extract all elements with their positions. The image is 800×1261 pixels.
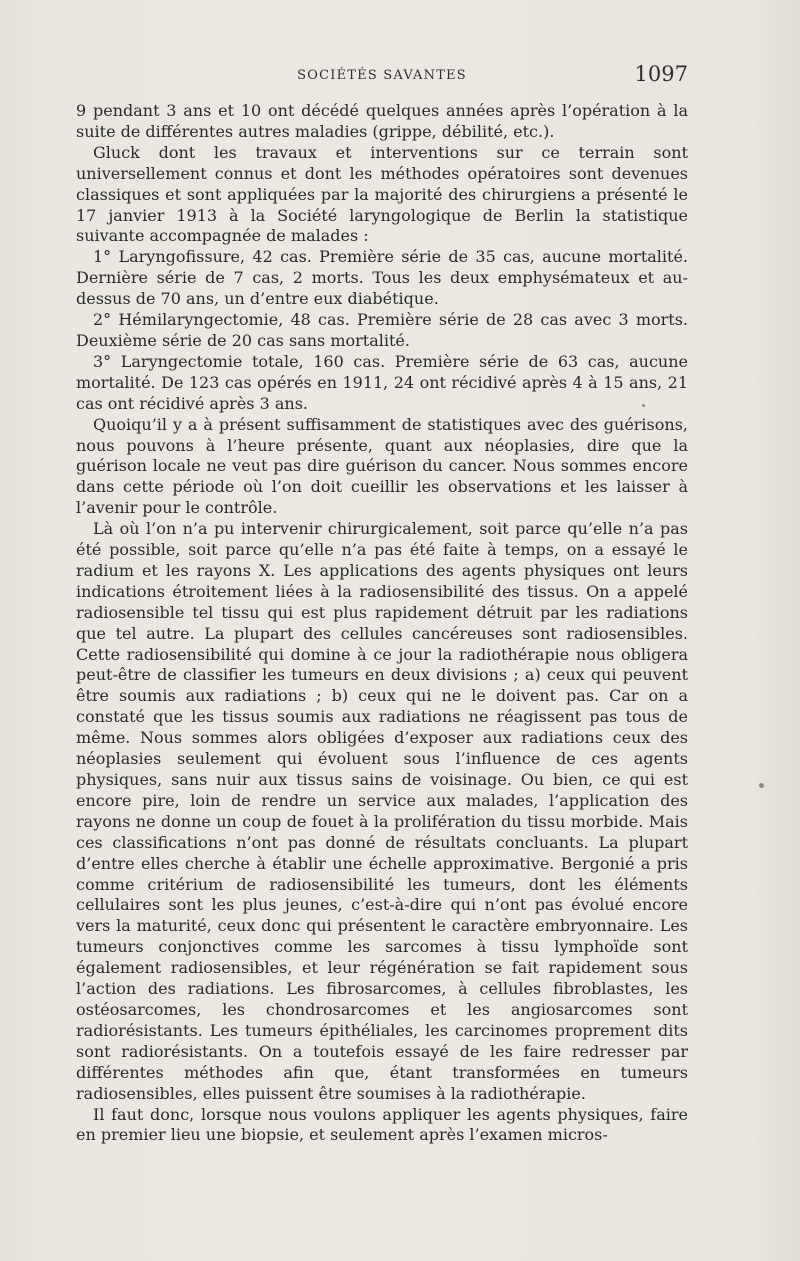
paragraph-statistiques: Quoiqu’il y a à présent suffisamment de statistiques avec des guérisons, nous pouvons à l’heure présente, quant aux néoplasies, dire que la guérison locale ne veut pas dire guérison du cancer. Nous sommes encore dans cette période où l’on doit cueillir les observations et les laisser à l’avenir pour le contrôle.: [76, 414, 688, 518]
paragraph-hemilaryngectomie: 2° Hémilaryngectomie, 48 cas. Première série de 28 cas avec 3 morts. Deuxième série de 20 cas sans mortalité.: [76, 310, 688, 350]
paragraph-biopsie: Il faut donc, lorsque nous voulons appliquer les agents physiques, faire en premier lieu une biopsie, et seulement après l’examen micros-: [76, 1104, 688, 1145]
paragraph-continuation: 9 pendant 3 ans et 10 ont décédé quelques années après l’opération à la suite de différentes autres maladies (grippe, débilité, etc.).: [76, 101, 688, 141]
article-body: [76, 101, 688, 1146]
scan-speck: [759, 783, 764, 788]
scan-speck: [642, 404, 645, 407]
running-title: SOCIÉTÉS SAVANTES: [297, 68, 467, 83]
paragraph-gluck: Gluck dont les travaux et interventions sur ce terrain sont universellement connus et dont les méthodes opératoires sont devenues classiques et sont appliquées par la majorité des chirurgiens a présenté le 17 janvier 1913 à la Société laryngologique de Berlin la statistique suivante accompagnée de malades :: [76, 142, 688, 246]
page-number: 1097: [634, 62, 688, 86]
paragraph-laryngectomie-totale: 3° Laryngectomie totale, 160 cas. Première série de 63 cas, aucune mortalité. De 123 cas opérés en 1911, 24 ont récidivé après 4 à 15 ans, 21 cas ont récidivé après 3 ans.: [76, 351, 688, 413]
paragraph-laryngofissure: 1° Laryngofissure, 42 cas. Première série de 35 cas, aucune mortalité. Dernière série de 7 cas, 2 morts. Tous les deux emphysémateux et au-dessus de 70 ans, un d’entre eux diabétique.: [76, 247, 688, 309]
page-header: [76, 62, 688, 92]
paragraph-radiosensibilite: Là où l’on n’a pu intervenir chirurgicalement, soit parce qu’elle n’a pas été possible, soit parce qu’elle n’a pas été faite à temps, on a essayé le radium et les rayons X. Les applications des agents physiques ont leurs indications étroitement liées à la radiosensibilité des tissus. On a appelé radiosensible tel tissu qui est plus rapidement détruit par les radiations que tel autre. La plupart des cellules cancéreuses sont radiosensibles. Cette radiosensibilité qui domine à ce jour la radiothérapie nous obligera peut-être de classifier les tumeurs en deux divisions ; a) ceux qui peuvent être soumis aux radiations ; b) ceux qui ne le doivent pas. Car on a constaté que les tissus soumis aux radiations ne réagissent pas tous de même. Nous sommes alors obligées d’exposer aux radiations ceux des néoplasies seulement qui évoluent sous l’influence de ces agents physiques, sans nuir aux tissus sains de voisinage. Ou bien, ce qui est encore pire, loin de rendre un service aux malades, l’application des rayons ne donne un coup de fouet à la prolifération du tissu morbide. Mais ces classifications n’ont pas donné de résultats concluants. La plupart d’entre elles cherche à établir une échelle approximative. Bergonié a pris comme critérium de radiosensibilité les tumeurs, dont les éléments cellulaires sont les plus jeunes, c’est-à-dire qui n’ont pas évolué encore vers la maturité, ceux donc qui présentent le caractère embryonnaire. Les tumeurs conjonctives comme les sarcomes à tissu lymphoïde sont également radiosensibles, et leur régénération se fait rapidement sous l’action des radiations. Les fibrosarcomes, à cellules fibroblastes, les ostéosarcomes, les chondrosarcomes et les angiosarcomes sont radiorésistants. Les tumeurs épithéliales, les carcinomes proprement dits sont radiorésistants. On a toutefois essayé de les faire redresser par différentes méthodes afin que, étant transformées en tumeurs radiosensibles, elles puissent être soumises à la radiothérapie.: [76, 519, 688, 1103]
